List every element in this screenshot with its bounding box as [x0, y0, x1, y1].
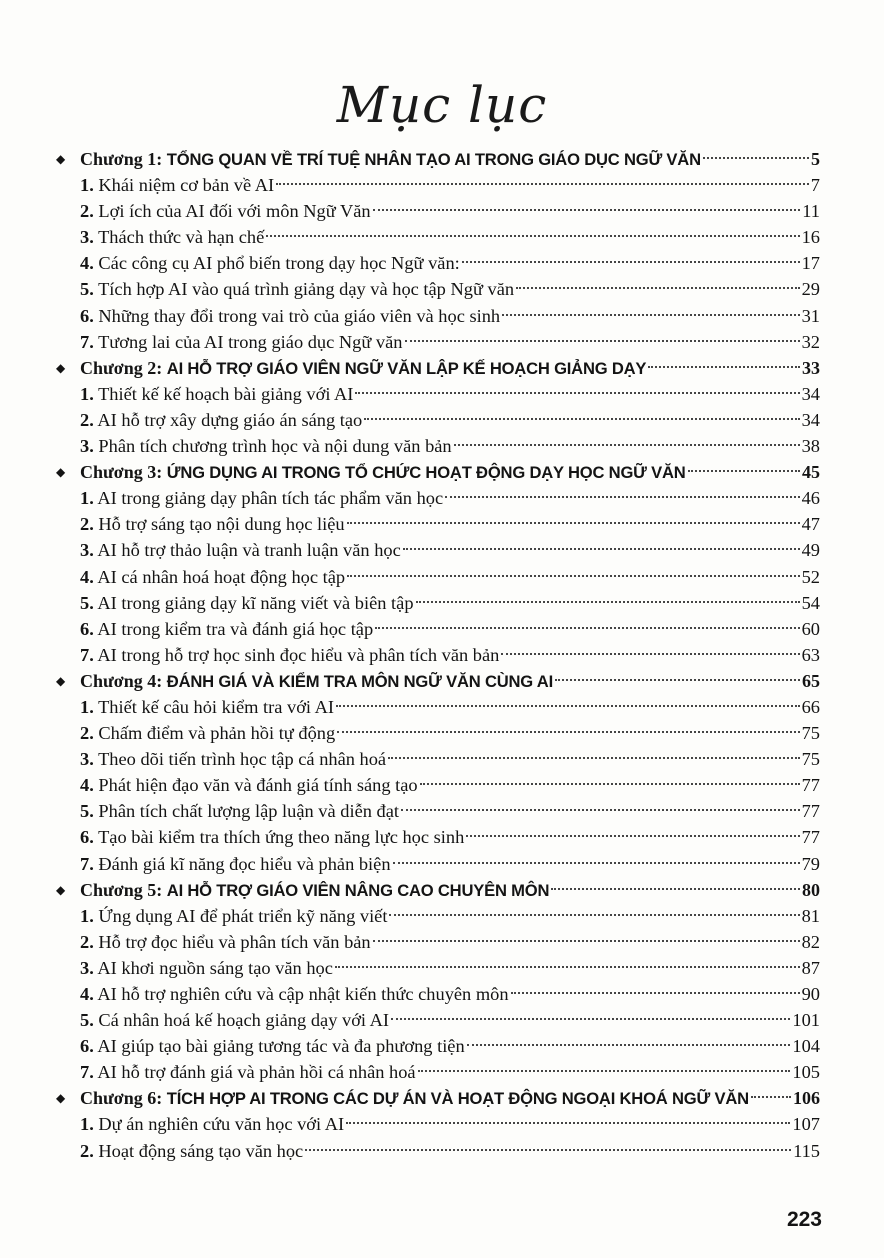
toc-section-row	[56, 198, 820, 224]
toc-section-row	[56, 1033, 820, 1059]
dot-leader	[416, 601, 800, 603]
section-number: 5.	[80, 1010, 94, 1031]
chapter-title: AI HỖ TRỢ GIÁO VIÊN NGỮ VĂN LẬP KẾ HOẠCH GIẢNG DẠY	[166, 358, 647, 378]
section-number: 5.	[80, 592, 94, 613]
toc-section-row	[56, 903, 820, 929]
section-title: Theo dõi tiến trình học tập cá nhân hoá	[98, 749, 387, 770]
section-number: 7.	[80, 644, 94, 665]
dot-leader	[305, 1149, 791, 1151]
section-page: 52	[801, 566, 820, 587]
section-page: 38	[801, 436, 820, 457]
dot-leader	[462, 261, 800, 263]
section-title: AI trong hỗ trợ học sinh đọc hiểu và phân tích văn bản	[97, 644, 500, 665]
toc-section-row	[56, 407, 820, 433]
toc-section-row	[56, 981, 820, 1007]
section-label	[80, 955, 333, 981]
dot-leader	[389, 914, 799, 916]
section-number: 1.	[80, 696, 94, 717]
dot-leader	[336, 705, 800, 707]
section-page: 60	[801, 618, 820, 639]
section-page: 34	[801, 409, 820, 430]
chapter-title: ỨNG DỤNG AI TRONG TỔ CHỨC HOẠT ĐỘNG DẠY HỌC NGỮ VĂN	[166, 463, 686, 483]
toc-section-row	[56, 224, 820, 250]
section-number: 2.	[80, 1140, 94, 1161]
dot-leader	[418, 1070, 791, 1072]
toc-section-row	[56, 276, 820, 302]
chapter-prefix: Chương 6:	[80, 1088, 163, 1109]
section-label	[80, 590, 414, 616]
dot-leader	[511, 992, 800, 994]
section-label	[80, 694, 334, 720]
toc-section-row	[56, 1059, 820, 1085]
section-number: 4.	[80, 775, 94, 796]
dot-leader	[454, 444, 800, 446]
dot-leader	[551, 888, 800, 890]
section-page: 82	[801, 931, 820, 952]
toc-section-row	[56, 564, 820, 590]
toc-section-row	[56, 955, 820, 981]
dot-leader	[373, 209, 801, 211]
toc-section-row	[56, 511, 820, 537]
section-label	[80, 851, 391, 877]
toc-chapter-row	[56, 355, 820, 381]
chapter-page: 5	[811, 149, 820, 169]
section-page: 31	[801, 305, 820, 326]
section-number: 1.	[80, 1114, 94, 1135]
toc-section-row	[56, 381, 820, 407]
section-number: 2.	[80, 723, 94, 744]
chapter-title: AI HỖ TRỢ GIÁO VIÊN NÂNG CAO CHUYÊN MÔN	[166, 880, 550, 900]
section-page: 81	[801, 905, 820, 926]
section-label	[80, 381, 353, 407]
section-title: Chấm điểm và phản hồi tự động	[98, 723, 336, 744]
toc-section-row	[56, 1007, 820, 1033]
section-page: 49	[801, 540, 820, 561]
section-title: AI hỗ trợ xây dựng giáo án sáng tạo	[97, 409, 363, 430]
section-label	[80, 929, 371, 955]
chapter-label	[56, 877, 549, 905]
dot-leader	[355, 392, 799, 394]
dot-leader	[393, 862, 800, 864]
section-page: 105	[792, 1062, 820, 1083]
toc-section-row	[56, 537, 820, 563]
dot-leader	[516, 287, 800, 289]
section-label	[80, 903, 387, 929]
toc-section-row	[56, 772, 820, 798]
section-label	[80, 485, 443, 511]
toc-section-row	[56, 851, 820, 877]
chapter-title: TỔNG QUAN VỀ TRÍ TUỆ NHÂN TẠO AI TRONG GIÁO DỤC NGỮ VĂN	[166, 150, 701, 169]
toc-section-row	[56, 746, 820, 772]
section-number: 2.	[80, 514, 94, 535]
toc-section-row	[56, 824, 820, 850]
section-title: Phát hiện đạo văn và đánh giá tính sáng tạo	[98, 775, 418, 796]
section-label	[80, 1059, 416, 1085]
section-title: Thiết kế kế hoạch bài giảng với AI	[98, 383, 354, 404]
section-page: 90	[801, 984, 820, 1004]
section-label	[80, 1033, 465, 1059]
section-number: 5.	[80, 801, 94, 822]
toc-section-row	[56, 694, 820, 720]
section-label	[80, 198, 371, 224]
section-title: Khái niệm cơ bản về AI	[98, 175, 275, 196]
chapter-label	[56, 355, 646, 383]
chapter-page: 45	[802, 462, 820, 483]
section-page: 29	[801, 279, 820, 300]
section-title: AI giúp tạo bài giảng tương tác và đa phương tiện	[97, 1036, 465, 1057]
dot-leader	[466, 835, 799, 837]
chapter-label	[56, 146, 701, 174]
section-label	[80, 511, 345, 537]
diamond-bullet-icon: ◆	[56, 673, 66, 688]
dot-leader	[266, 235, 799, 237]
section-page: 104	[792, 1036, 820, 1057]
dot-leader	[751, 1096, 791, 1098]
chapter-page: 65	[802, 670, 820, 691]
section-page: 77	[801, 801, 820, 822]
section-title: Những thay đổi trong vai trò của giáo viên và học sinh	[98, 305, 501, 326]
toc-chapter-row	[56, 1085, 820, 1111]
section-title: Tương lai của AI trong giáo dục Ngữ văn	[98, 331, 403, 352]
section-label	[80, 250, 460, 276]
section-page: 66	[801, 696, 820, 717]
toc-section-row	[56, 303, 820, 329]
section-title: Hỗ trợ sáng tạo nội dung học liệu	[98, 514, 345, 535]
dot-leader	[555, 679, 800, 681]
section-number: 4.	[80, 566, 94, 587]
dot-leader	[388, 757, 800, 759]
section-number: 7.	[80, 1062, 94, 1083]
section-page: 87	[801, 957, 820, 978]
section-number: 3.	[80, 436, 94, 457]
section-page: 75	[801, 723, 820, 744]
section-number: 7.	[80, 331, 94, 352]
chapter-page: 80	[802, 879, 820, 900]
chapter-page: 33	[802, 357, 820, 378]
dot-leader	[335, 966, 800, 968]
toc-section-row	[56, 433, 820, 459]
toc-section-row	[56, 172, 820, 198]
diamond-bullet-icon: ◆	[56, 1091, 66, 1106]
section-label	[80, 537, 401, 563]
section-label	[80, 172, 274, 198]
section-title: Hoạt động sáng tạo văn học	[98, 1140, 304, 1161]
section-page: 11	[802, 201, 820, 222]
section-label	[80, 772, 418, 798]
section-title: AI hỗ trợ đánh giá và phản hồi cá nhân hoá	[97, 1062, 416, 1083]
dot-leader	[501, 653, 799, 655]
section-number: 3.	[80, 957, 94, 978]
dot-leader	[403, 548, 800, 550]
section-number: 3.	[80, 540, 94, 561]
toc-chapter-row	[56, 146, 820, 172]
section-title: Các công cụ AI phổ biến trong dạy học Ngữ văn:	[98, 253, 460, 274]
section-label	[80, 642, 499, 668]
table-of-contents	[56, 146, 820, 1164]
dot-leader	[347, 575, 800, 577]
section-page: 115	[793, 1140, 820, 1161]
section-title: AI hỗ trợ thảo luận và tranh luận văn học	[97, 540, 401, 561]
dot-leader	[346, 1122, 790, 1124]
section-label	[80, 564, 345, 590]
dot-leader	[375, 627, 799, 629]
section-number: 6.	[80, 827, 94, 848]
section-label	[80, 329, 403, 355]
section-page: 47	[801, 514, 820, 535]
chapter-prefix: Chương 2:	[80, 357, 163, 378]
dot-leader	[364, 418, 799, 420]
section-label	[80, 1138, 303, 1164]
dot-leader	[467, 1044, 791, 1046]
toc-section-row	[56, 1138, 820, 1164]
section-label	[80, 981, 509, 1007]
toc-section-row	[56, 798, 820, 824]
section-label	[80, 746, 386, 772]
section-number: 6.	[80, 618, 94, 639]
section-title: AI trong giảng dạy kĩ năng viết và biên tập	[97, 592, 414, 613]
diamond-bullet-icon: ◆	[56, 465, 66, 480]
diamond-bullet-icon: ◆	[56, 152, 66, 166]
section-number: 4.	[80, 253, 94, 274]
section-number: 1.	[80, 905, 94, 926]
toc-section-row	[56, 329, 820, 355]
toc-section-row	[56, 642, 820, 668]
section-title: Dự án nghiên cứu văn học với AI	[98, 1114, 345, 1135]
section-number: 7.	[80, 853, 94, 874]
dot-leader	[347, 522, 800, 524]
section-page: 46	[801, 488, 820, 509]
section-number: 5.	[80, 279, 94, 300]
section-title: Lợi ích của AI đối với môn Ngữ Văn	[98, 201, 371, 222]
section-number: 6.	[80, 305, 94, 326]
page-title: Mục lục	[336, 76, 548, 134]
section-page: 7	[810, 175, 820, 196]
toc-chapter-row	[56, 459, 820, 485]
section-label	[80, 1007, 389, 1033]
section-label	[80, 224, 264, 250]
section-label	[80, 616, 373, 642]
section-number: 1.	[80, 488, 94, 509]
chapter-label	[56, 668, 553, 696]
chapter-title: TÍCH HỢP AI TRONG CÁC DỰ ÁN VÀ HOẠT ĐỘNG NGOẠI KHOÁ NGỮ VĂN	[166, 1089, 749, 1109]
dot-leader	[703, 157, 809, 159]
section-page: 54	[801, 592, 820, 613]
chapter-label	[56, 459, 686, 487]
dot-leader	[391, 1018, 790, 1020]
section-label	[80, 276, 514, 302]
dot-leader	[405, 340, 800, 342]
section-label	[80, 824, 464, 850]
section-number: 3.	[80, 227, 94, 248]
section-page: 63	[801, 644, 820, 665]
section-number: 2.	[80, 409, 94, 430]
section-title: Cá nhân hoá kế hoạch giảng dạy với AI	[98, 1010, 390, 1031]
section-page: 34	[801, 383, 820, 404]
section-page: 75	[801, 749, 820, 770]
toc-chapter-row	[56, 668, 820, 694]
section-label	[80, 303, 500, 329]
chapter-prefix: Chương 5:	[80, 879, 163, 900]
section-title: Phân tích chương trình học và nội dung văn bản	[98, 436, 452, 457]
section-title: Hỗ trợ đọc hiểu và phân tích văn bản	[98, 931, 371, 952]
section-label	[80, 433, 452, 459]
dot-leader	[401, 809, 800, 811]
toc-section-row	[56, 590, 820, 616]
section-title: Đánh giá kĩ năng đọc hiểu và phản biện	[98, 853, 391, 874]
section-number: 2.	[80, 201, 94, 222]
toc-section-row	[56, 1111, 820, 1137]
diamond-bullet-icon: ◆	[56, 882, 66, 897]
section-title: AI khơi nguồn sáng tạo văn học	[97, 957, 333, 978]
section-page: 77	[801, 775, 820, 796]
dot-leader	[688, 470, 800, 472]
section-number: 1.	[80, 383, 94, 404]
chapter-title: ĐÁNH GIÁ VÀ KIỂM TRA MÔN NGỮ VĂN CÙNG AI	[166, 671, 553, 691]
section-page: 77	[801, 827, 820, 848]
section-title: Ứng dụng AI để phát triển kỹ năng viết	[98, 905, 388, 926]
dot-leader	[373, 940, 800, 942]
section-title: AI hỗ trợ nghiên cứu và cập nhật kiến thức chuyên môn	[97, 984, 509, 1004]
toc-section-row	[56, 485, 820, 511]
diamond-bullet-icon: ◆	[56, 360, 66, 375]
dot-leader	[502, 314, 800, 316]
section-page: 79	[801, 853, 820, 874]
section-title: Thách thức và hạn chế	[98, 227, 265, 248]
section-label	[80, 407, 362, 433]
section-title: AI cá nhân hoá hoạt động học tập	[97, 566, 346, 587]
toc-section-row	[56, 720, 820, 746]
section-page: 101	[792, 1010, 820, 1031]
section-page: 16	[801, 227, 820, 248]
section-title: Phân tích chất lượng lập luận và diễn đạt	[98, 801, 399, 822]
toc-section-row	[56, 929, 820, 955]
section-number: 6.	[80, 1036, 94, 1057]
section-title: AI trong kiểm tra và đánh giá học tập	[97, 618, 374, 639]
toc-section-row	[56, 616, 820, 642]
toc-chapter-row	[56, 877, 820, 903]
chapter-label	[56, 1085, 749, 1113]
dot-leader	[445, 496, 799, 498]
chapter-prefix: Chương 1:	[80, 149, 163, 169]
chapter-page: 106	[793, 1088, 820, 1109]
section-label	[80, 1111, 344, 1137]
toc-section-row	[56, 250, 820, 276]
page-number: 223	[786, 1208, 822, 1231]
section-title: AI trong giảng dạy phân tích tác phẩm văn học	[97, 488, 444, 509]
section-title: Tích hợp AI vào quá trình giảng dạy và học tập Ngữ văn	[98, 279, 515, 300]
section-number: 3.	[80, 749, 94, 770]
section-label	[80, 798, 399, 824]
dot-leader	[420, 783, 800, 785]
section-number: 4.	[80, 984, 94, 1004]
section-title: Tạo bài kiểm tra thích ứng theo năng lực học sinh	[98, 827, 465, 848]
section-title: Thiết kế câu hỏi kiểm tra với AI	[98, 696, 335, 717]
section-number: 1.	[80, 175, 94, 196]
section-page: 107	[792, 1114, 820, 1135]
section-label	[80, 720, 335, 746]
section-page: 17	[801, 253, 820, 274]
dot-leader	[337, 731, 799, 733]
dot-leader	[276, 183, 809, 185]
section-page: 32	[801, 331, 820, 352]
chapter-prefix: Chương 4:	[80, 670, 163, 691]
section-number: 2.	[80, 931, 94, 952]
chapter-prefix: Chương 3:	[80, 462, 163, 483]
dot-leader	[648, 366, 800, 368]
